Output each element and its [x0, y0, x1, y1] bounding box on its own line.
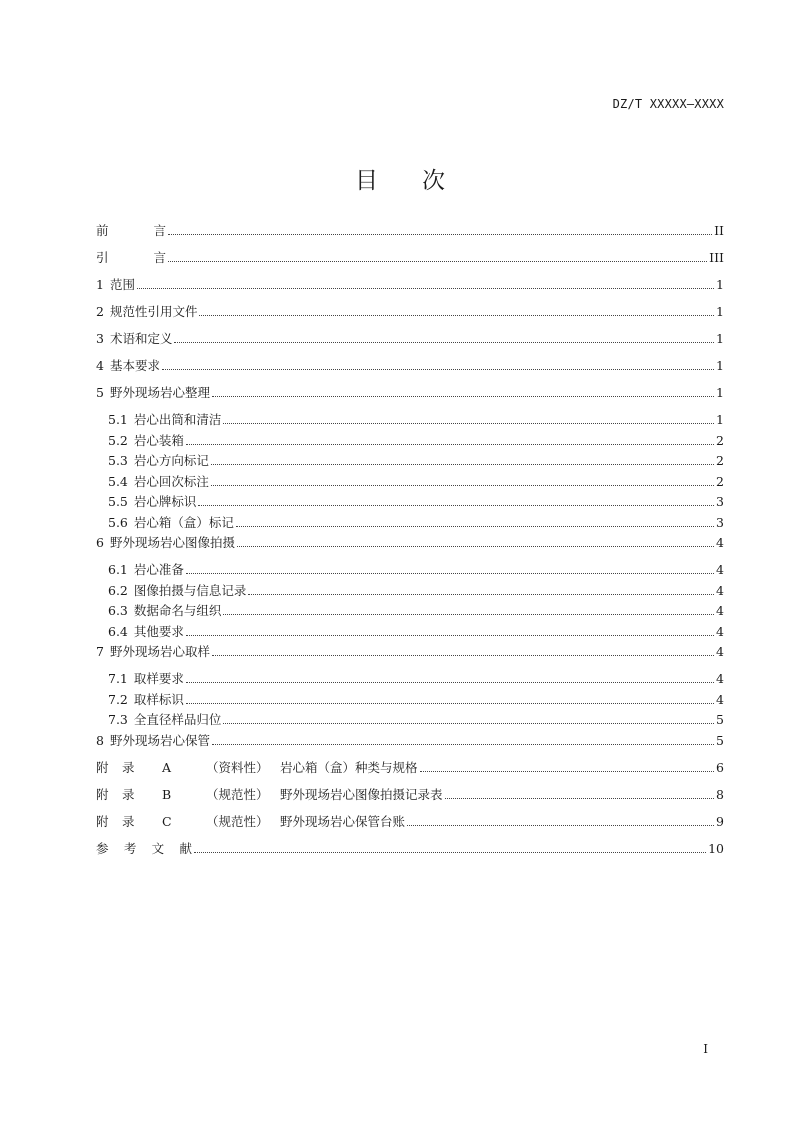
page-title: 目次	[355, 168, 489, 194]
toc-entry[interactable]	[96, 669, 724, 690]
toc-entry-label	[108, 622, 184, 642]
toc-page-number: 8	[716, 786, 724, 802]
appendix-type: （规范性）	[206, 786, 269, 802]
dot-leader	[168, 234, 712, 235]
table-of-contents	[96, 221, 724, 866]
toc-char: 言	[153, 223, 166, 238]
toc-page-number: 4	[716, 582, 724, 598]
toc-entry-label	[108, 690, 184, 710]
toc-entry[interactable]	[96, 839, 724, 866]
appendix-char: 录	[122, 813, 135, 829]
dot-leader	[237, 546, 714, 547]
toc-char: 引	[96, 250, 109, 265]
dot-leader	[137, 288, 714, 289]
toc-entry-label	[108, 410, 221, 430]
section-number: 5.1	[108, 412, 128, 427]
appendix-letter: C	[162, 813, 172, 829]
toc-page-number: 4	[716, 603, 724, 618]
section-title: 基本要求	[109, 358, 160, 373]
toc-entry[interactable]	[96, 302, 724, 329]
section-number: 7	[96, 644, 104, 659]
toc-page-number: 1	[716, 277, 724, 292]
dot-leader	[199, 315, 714, 316]
toc-page-number: 10	[708, 840, 724, 856]
toc-entry-label	[108, 710, 221, 730]
section-number: 7.1	[108, 671, 128, 686]
toc-entry[interactable]	[96, 492, 724, 513]
section-title: 全直径样品归位	[133, 712, 222, 727]
section-number: 6.4	[108, 623, 128, 639]
toc-char: 考	[123, 840, 137, 856]
section-title: 图像拍摄与信息记录	[133, 582, 247, 598]
toc-entry-label	[96, 758, 418, 778]
dot-leader	[186, 444, 714, 445]
section-number: 5.5	[108, 494, 128, 509]
toc-entry-label	[108, 431, 184, 451]
toc-char: 参	[96, 840, 109, 856]
toc-entry[interactable]	[96, 812, 724, 839]
toc-page-number: 2	[716, 453, 724, 468]
toc-entry-label	[96, 642, 210, 662]
section-number: 5.4	[108, 473, 128, 489]
appendix-char: 附	[96, 813, 109, 829]
toc-page-number: 9	[716, 813, 724, 829]
toc-entry[interactable]	[96, 451, 724, 472]
section-number: 6	[96, 535, 104, 550]
dot-leader	[445, 798, 715, 799]
appendix-char: 附	[96, 759, 109, 775]
section-title: 岩心方向标记	[133, 453, 209, 468]
toc-entry[interactable]	[96, 690, 724, 711]
toc-page-number: 5	[716, 732, 724, 748]
dot-leader	[186, 635, 714, 636]
appendix-char: 附	[96, 786, 109, 802]
toc-entry[interactable]	[96, 431, 724, 452]
toc-entry[interactable]	[96, 642, 724, 669]
toc-char: 文	[151, 840, 165, 856]
dot-leader	[212, 655, 714, 656]
dot-leader	[223, 723, 714, 724]
toc-page-number: 2	[716, 473, 724, 489]
toc-entry[interactable]	[96, 731, 724, 758]
section-number: 6.3	[108, 603, 128, 618]
toc-entry[interactable]	[96, 383, 724, 410]
section-title: 野外现场岩心图像拍摄	[109, 535, 235, 550]
toc-char: 言	[153, 250, 166, 265]
appendix-type: （资料性）	[206, 759, 269, 775]
dot-leader	[212, 396, 714, 397]
dot-leader	[186, 703, 714, 704]
toc-page-number: 5	[716, 712, 724, 727]
toc-page-number: 3	[716, 514, 724, 530]
toc-page-number: 1	[716, 304, 724, 319]
toc-page-number: 1	[716, 412, 724, 427]
section-number: 5	[96, 385, 104, 400]
toc-entry[interactable]	[96, 785, 724, 812]
toc-entry-label	[108, 451, 209, 471]
toc-entry-label	[96, 248, 166, 268]
section-number: 7.2	[108, 691, 128, 707]
toc-entry-label	[108, 513, 234, 533]
section-number: 3	[96, 331, 104, 346]
toc-page-number: 4	[716, 644, 724, 659]
toc-page-number: 1	[716, 358, 724, 373]
dot-leader	[211, 464, 714, 465]
section-title: 数据命名与组织	[133, 603, 222, 618]
toc-entry-label	[108, 492, 196, 512]
toc-entry-label	[108, 601, 221, 621]
toc-entry[interactable]	[96, 329, 724, 356]
section-title: 野外现场岩心整理	[109, 385, 210, 400]
section-title: 取样要求	[133, 671, 184, 686]
toc-entry-label	[108, 581, 246, 601]
toc-entry-label	[96, 302, 197, 322]
toc-entry-label	[96, 533, 235, 553]
toc-page-number: 1	[716, 331, 724, 346]
toc-entry-label	[96, 383, 210, 403]
section-title: 范围	[109, 277, 135, 292]
section-number: 5.6	[108, 514, 128, 530]
toc-page-number: 2	[716, 432, 724, 448]
dot-leader	[212, 744, 714, 745]
section-title: 取样标识	[133, 691, 184, 707]
section-title: 术语和定义	[109, 331, 173, 346]
appendix-title: 岩心箱（盒）种类与规格	[280, 759, 418, 775]
section-number: 6.2	[108, 582, 128, 598]
toc-char: 前	[96, 223, 109, 238]
section-title: 岩心装箱	[133, 432, 184, 448]
dot-leader	[186, 682, 714, 683]
document-code: DZ/T XXXXX—XXXX	[612, 97, 724, 111]
section-title: 岩心牌标识	[133, 494, 197, 509]
toc-entry-label	[96, 329, 172, 349]
appendix-char: 录	[122, 786, 135, 802]
toc-page-number: 4	[716, 691, 724, 707]
toc-page-number: 3	[716, 494, 724, 509]
section-title: 其他要求	[133, 623, 184, 639]
dot-leader	[223, 614, 714, 615]
dot-leader	[168, 261, 707, 262]
dot-leader	[236, 526, 714, 527]
toc-char: 献	[179, 840, 192, 856]
section-number: 4	[96, 358, 104, 373]
section-title: 岩心出筒和清洁	[133, 412, 222, 427]
dot-leader	[174, 342, 714, 343]
section-number: 1	[96, 277, 104, 292]
dot-leader	[407, 825, 714, 826]
toc-entry-label	[108, 560, 184, 580]
toc-entry[interactable]	[96, 275, 724, 302]
section-number: 8	[96, 732, 104, 748]
toc-page-number: III	[709, 250, 724, 265]
section-title: 野外现场岩心取样	[109, 644, 210, 659]
dot-leader	[198, 505, 714, 506]
toc-page-number: 1	[716, 385, 724, 400]
toc-entry[interactable]	[96, 758, 724, 785]
toc-entry-label	[96, 356, 160, 376]
toc-entry[interactable]	[96, 622, 724, 643]
toc-entry-label	[96, 839, 192, 859]
toc-entry[interactable]	[96, 581, 724, 602]
dot-leader	[420, 771, 715, 772]
section-title: 岩心箱（盒）标记	[133, 514, 234, 530]
dot-leader	[194, 852, 706, 853]
section-number: 5.3	[108, 453, 128, 468]
toc-page-number: II	[714, 223, 724, 238]
toc-page-number: 4	[716, 671, 724, 686]
toc-entry[interactable]	[96, 248, 724, 275]
appendix-title: 野外现场岩心保管台账	[280, 813, 406, 829]
section-number: 7.3	[108, 712, 128, 727]
toc-entry[interactable]	[96, 513, 724, 534]
toc-entry-label	[96, 785, 443, 805]
section-title: 野外现场岩心保管	[109, 732, 210, 748]
section-number: 2	[96, 304, 104, 319]
dot-leader	[211, 485, 714, 486]
appendix-letter: A	[162, 759, 172, 775]
toc-entry[interactable]	[96, 410, 724, 431]
toc-page-number: 4	[716, 535, 724, 550]
toc-entry[interactable]	[96, 472, 724, 493]
dot-leader	[186, 573, 714, 574]
page-number: I	[703, 1042, 708, 1056]
toc-entry[interactable]	[96, 221, 724, 248]
toc-page-number: 6	[716, 759, 724, 775]
section-title: 岩心准备	[133, 562, 184, 577]
section-number: 6.1	[108, 562, 128, 577]
dot-leader	[223, 423, 714, 424]
dot-leader	[162, 369, 714, 370]
appendix-type: （规范性）	[206, 813, 269, 829]
toc-entry[interactable]	[96, 356, 724, 383]
appendix-title: 野外现场岩心图像拍摄记录表	[280, 786, 443, 802]
toc-page-number: 4	[716, 562, 724, 577]
toc-entry[interactable]	[96, 560, 724, 581]
section-number: 5.2	[108, 432, 128, 448]
toc-entry-label	[96, 812, 405, 832]
toc-entry-label	[108, 669, 184, 689]
toc-entry-label	[96, 275, 135, 295]
toc-entry[interactable]	[96, 601, 724, 622]
section-title: 规范性引用文件	[109, 304, 198, 319]
toc-entry[interactable]	[96, 533, 724, 560]
toc-entry[interactable]	[96, 710, 724, 731]
toc-page-number: 4	[716, 623, 724, 639]
appendix-letter: B	[162, 786, 172, 802]
section-title: 岩心回次标注	[133, 473, 209, 489]
appendix-char: 录	[122, 759, 135, 775]
toc-entry-label	[96, 731, 210, 751]
toc-entry-label	[96, 221, 166, 241]
toc-entry-label	[108, 472, 209, 492]
dot-leader	[248, 594, 714, 595]
